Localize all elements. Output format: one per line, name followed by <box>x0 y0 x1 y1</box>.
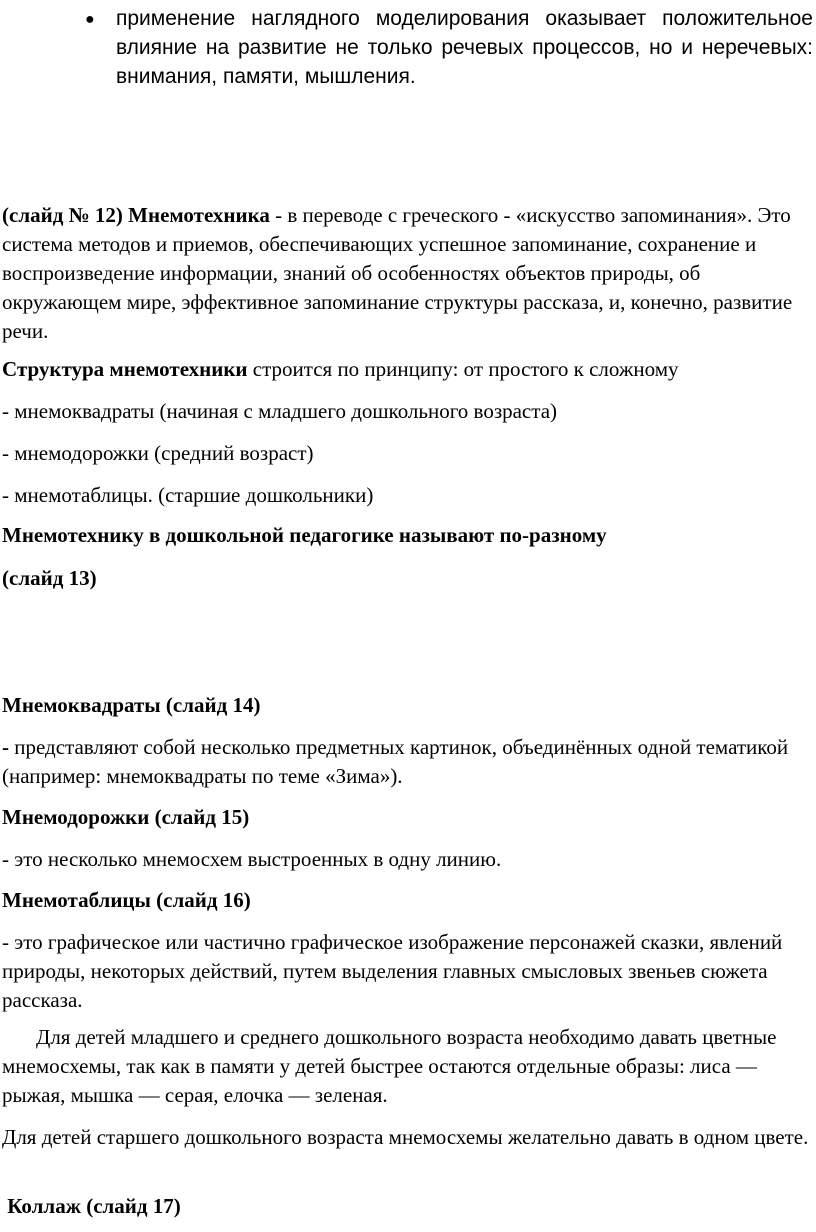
mnemosquares-text: представляют собой несколько предметных картинок, объединённых одной тематикой (например: мнемоквадраты по теме «Зима»). <box>2 735 789 788</box>
structure-item-1: - мнемоквадраты (начиная с младшего дошкольного возраста) <box>2 399 558 423</box>
structure-item-2: - мнемодорожки (средний возраст) <box>2 441 314 465</box>
mnemopaths-text: - это несколько мнемосхем выстроенных в одну линию. <box>2 847 502 871</box>
names-heading: Мнемотехнику в дошкольной педагогике называют по-разному <box>2 523 607 547</box>
slide12-text: - в переводе с греческого - «искусство запоминания». Это система методов и приемов, обеспечивающих успешное запоминание, сохранение и воспроизведение информации, знаний об особенностях объектов природы, об окружающем мире, эффективное запоминание структуры рассказа, и, конечно, развитие речи. <box>2 203 793 343</box>
structure-text: строится по принципу: от простого к сложному <box>247 357 679 381</box>
mnemosquares-paragraph <box>2 733 814 791</box>
mnemotables-heading: Мнемотаблицы (слайд 16) <box>2 888 251 912</box>
slide12-paragraph <box>2 201 814 346</box>
mnemosquares-heading: Мнемоквадраты (слайд 14) <box>2 693 261 717</box>
older-children-paragraph: Для детей старшего дошкольного возраста мнемосхемы желательно давать в одном цвете. <box>2 1125 809 1149</box>
mnemopaths-heading: Мнемодорожки (слайд 15) <box>2 805 250 829</box>
mnemotables-text: - это графическое или частично графическое изображение персонажей сказки, явлений природы, некоторых действий, путем выделения главных смысловых звеньев сюжета рассказа. <box>2 930 783 1012</box>
mnemosquares-dash: - <box>2 735 9 759</box>
bullet-text: применение наглядного моделирования оказывает положительное влияние на развитие не только речевых процессов, но и неречевых: внимания, памяти, мышления. <box>116 7 813 88</box>
structure-item-3: - мнемотаблицы. (старшие дошкольники) <box>2 483 374 507</box>
young-children-paragraph: Для детей младшего и среднего дошкольного возраста необходимо давать цветные мнемосхемы, так как в памяти у детей быстрее остаются отдельные образы: лиса — рыжая, мышка — серая, елочка — зеленая. <box>2 1025 777 1107</box>
structure-paragraph <box>2 355 814 384</box>
bullet-dot-icon: ● <box>85 11 95 28</box>
bullet-item <box>63 4 813 91</box>
structure-label: Структура мнемотехники <box>2 357 248 381</box>
slide13-label: (слайд 13) <box>2 566 97 590</box>
collage-heading: Коллаж (слайд 17) <box>2 1194 181 1218</box>
slide12-label: (слайд № 12) Мнемотехника <box>2 203 270 227</box>
